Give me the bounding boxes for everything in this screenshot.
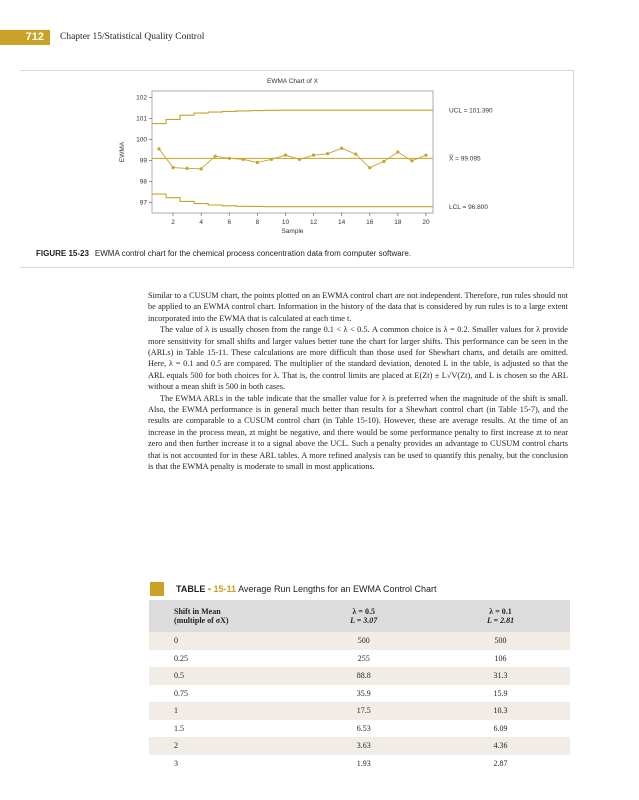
cell-arl-01: 500 [494,636,507,646]
cell-shift: 2 [174,741,178,751]
lcl-annotation: LCL = 96.800 [449,203,488,211]
paragraph-3: The EWMA ARLs in the table indicate that the smaller value for λ is preferred when the magnitude of the shift is small. Also, the EWMA performance is in general much better than results for a Shewhart control chart (in Table 15-7), and the results are comparable to a CUSUM control chart (in Table 15-10). However, these are average results. At the time of an increase in the process mean, zt might be negative, and there would be some performance penalty to first increase zt to near zero and then further increase it to a signal above the UCL. Such a penalty provides an advantage to CUSUM control charts that is not accounted for in these ARL tables. A more refined analysis can be used to quantify this penalty, but the conclusion is that the EWMA penalty is moderate to small in most applications. [148,393,568,472]
x-tick-label: 14 [338,219,346,226]
header-lambda-05-line1: λ = 0.5 [352,607,375,616]
cell-shift: 1 [174,706,178,716]
ewma-point [157,147,160,150]
paragraph-2: The value of λ is usually chosen from the range 0.1 < λ < 0.5. A common choice is λ = 0.2. Smaller values for λ provide more sensitivity for small shifts and larger values better tune the chart for larger shifts. This performance can be seen in the (ARLs) in Table 15-11. These calculations are more difficult than those used for Shewhart charts, and details are omitted. Here, λ = 0.1 and 0.5 are compared. The multiplier of the standard deviation, denoted L in the table, is adjusted so that the ARL equals 500 for both choices for λ. That is, the control limits are placed at E(Zt) ± L√V(Zt), and L is chosen so the ARL without a mean shift is 500 in both cases. [148,325,568,392]
lcl-line [152,194,433,207]
table-row [149,720,570,738]
header-shift-line1: Shift in Mean [174,607,221,616]
x-tick-label: 12 [309,219,318,226]
cell-arl-05: 3.63 [356,741,371,751]
table-row [149,685,570,703]
figure-caption-text: EWMA control chart for the chemical process concentration data from computer software. [94,249,412,258]
ewma-chart [20,71,574,269]
header-lambda-01-line1: λ = 0.1 [489,607,512,616]
header-shift-line2: (multiple of σX) [174,616,229,625]
x-tick-label: 16 [366,219,374,226]
table-row [149,737,570,755]
ewma-point [214,155,217,158]
cell-shift: 0.25 [174,653,188,663]
cell-shift: 0.75 [174,688,188,698]
table-row [149,632,570,650]
y-axis-label: EWMA [119,141,126,163]
cell-arl-05: 6.53 [356,723,371,733]
header-lambda-05-line2: L = 3.07 [350,616,378,625]
figure-box [20,70,574,268]
ewma-point [424,154,427,157]
cell-arl-05: 255 [357,653,370,663]
table-row [149,755,570,773]
table-title-text: Average Run Lengths for an EWMA Control Chart [238,584,437,594]
ewma-point [270,158,273,161]
x-tick-label: 6 [227,219,232,226]
table-label: TABLE [176,584,206,594]
header-lambda-01 [431,600,570,632]
ewma-point [382,160,385,163]
y-tick-label: 101 [136,115,147,123]
x-tick-label: 4 [199,219,203,226]
ewma-point [242,158,245,161]
table-row [149,667,570,685]
ewma-point [186,167,189,170]
ewma-point [396,150,399,153]
table-title [176,584,437,594]
cell-arl-01: 31.3 [493,671,508,681]
ewma-point [200,167,203,170]
table-heading [150,582,570,598]
page-header [0,30,639,45]
table-bullet: • [207,584,212,594]
plot-frame [152,91,433,213]
cell-arl-05: 1.93 [356,758,371,768]
table-header-row [149,600,570,632]
table-row [149,702,570,720]
cell-arl-01: 15.9 [493,688,508,698]
ewma-point [410,159,413,162]
paragraph-1: Similar to a CUSUM chart, the points plotted on an EWMA control chart are not independent. Therefore, run rules should not be applied to an EWMA control chart. Information in the history of the data that is considered by run rules is to a large extent incorporated into the EWMA that is calculated at each time t. [148,291,568,323]
y-tick-label: 99 [139,157,147,165]
ewma-point [354,153,357,156]
x-tick-label: 20 [422,219,430,226]
y-tick-label: 97 [139,199,147,207]
cell-arl-05: 35.9 [356,688,371,698]
header-shift [149,600,296,632]
center-annotation: X̿ = 99.095 [449,155,481,163]
y-tick-label: 100 [136,136,147,144]
page-number: 712 [0,30,50,45]
x-tick-label: 10 [281,219,290,226]
ewma-point [284,154,287,157]
header-lambda-01-line2: L = 2.81 [486,616,515,625]
ewma-point [312,154,315,157]
ewma-point [228,157,231,160]
ewma-point [171,166,174,169]
cell-arl-05: 17.5 [356,706,371,716]
ewma-point [256,161,259,164]
cell-arl-01: 6.09 [493,723,508,733]
x-axis-label: Sample [281,228,304,235]
ewma-point [368,166,371,169]
cell-shift: 0 [174,636,178,646]
table-number: 15-11 [213,584,237,594]
ucl-line [152,110,433,123]
cell-arl-05: 500 [357,636,370,646]
cell-arl-01: 106 [494,653,507,663]
cell-shift: 1.5 [174,723,184,733]
x-tick-label: 2 [171,219,175,226]
arl-table [149,600,570,772]
figure-label: FIGURE 15-23 [36,249,89,258]
chart-title: EWMA Chart of X [267,78,318,85]
cell-arl-01: 10.3 [493,706,508,716]
cell-arl-05: 88.8 [356,671,371,681]
cell-shift: 3 [174,758,178,768]
ewma-point [340,147,343,150]
y-tick-label: 102 [136,94,147,102]
ucl-annotation: UCL = 101.390 [449,107,493,115]
ewma-point [326,152,329,155]
header-lambda-05 [296,600,431,632]
body-text [148,290,568,473]
cell-arl-01: 2.87 [493,758,508,768]
x-tick-label: 18 [394,219,402,226]
cell-arl-01: 4.36 [493,741,508,751]
table-marker-icon [150,582,164,596]
cell-shift: 0.5 [174,671,184,681]
table-row [149,650,570,668]
ewma-point [298,158,301,161]
figure-caption [36,249,411,258]
x-tick-label: 8 [255,219,260,226]
running-head: Chapter 15/Statistical Quality Control [60,32,205,42]
y-tick-label: 98 [139,178,147,186]
